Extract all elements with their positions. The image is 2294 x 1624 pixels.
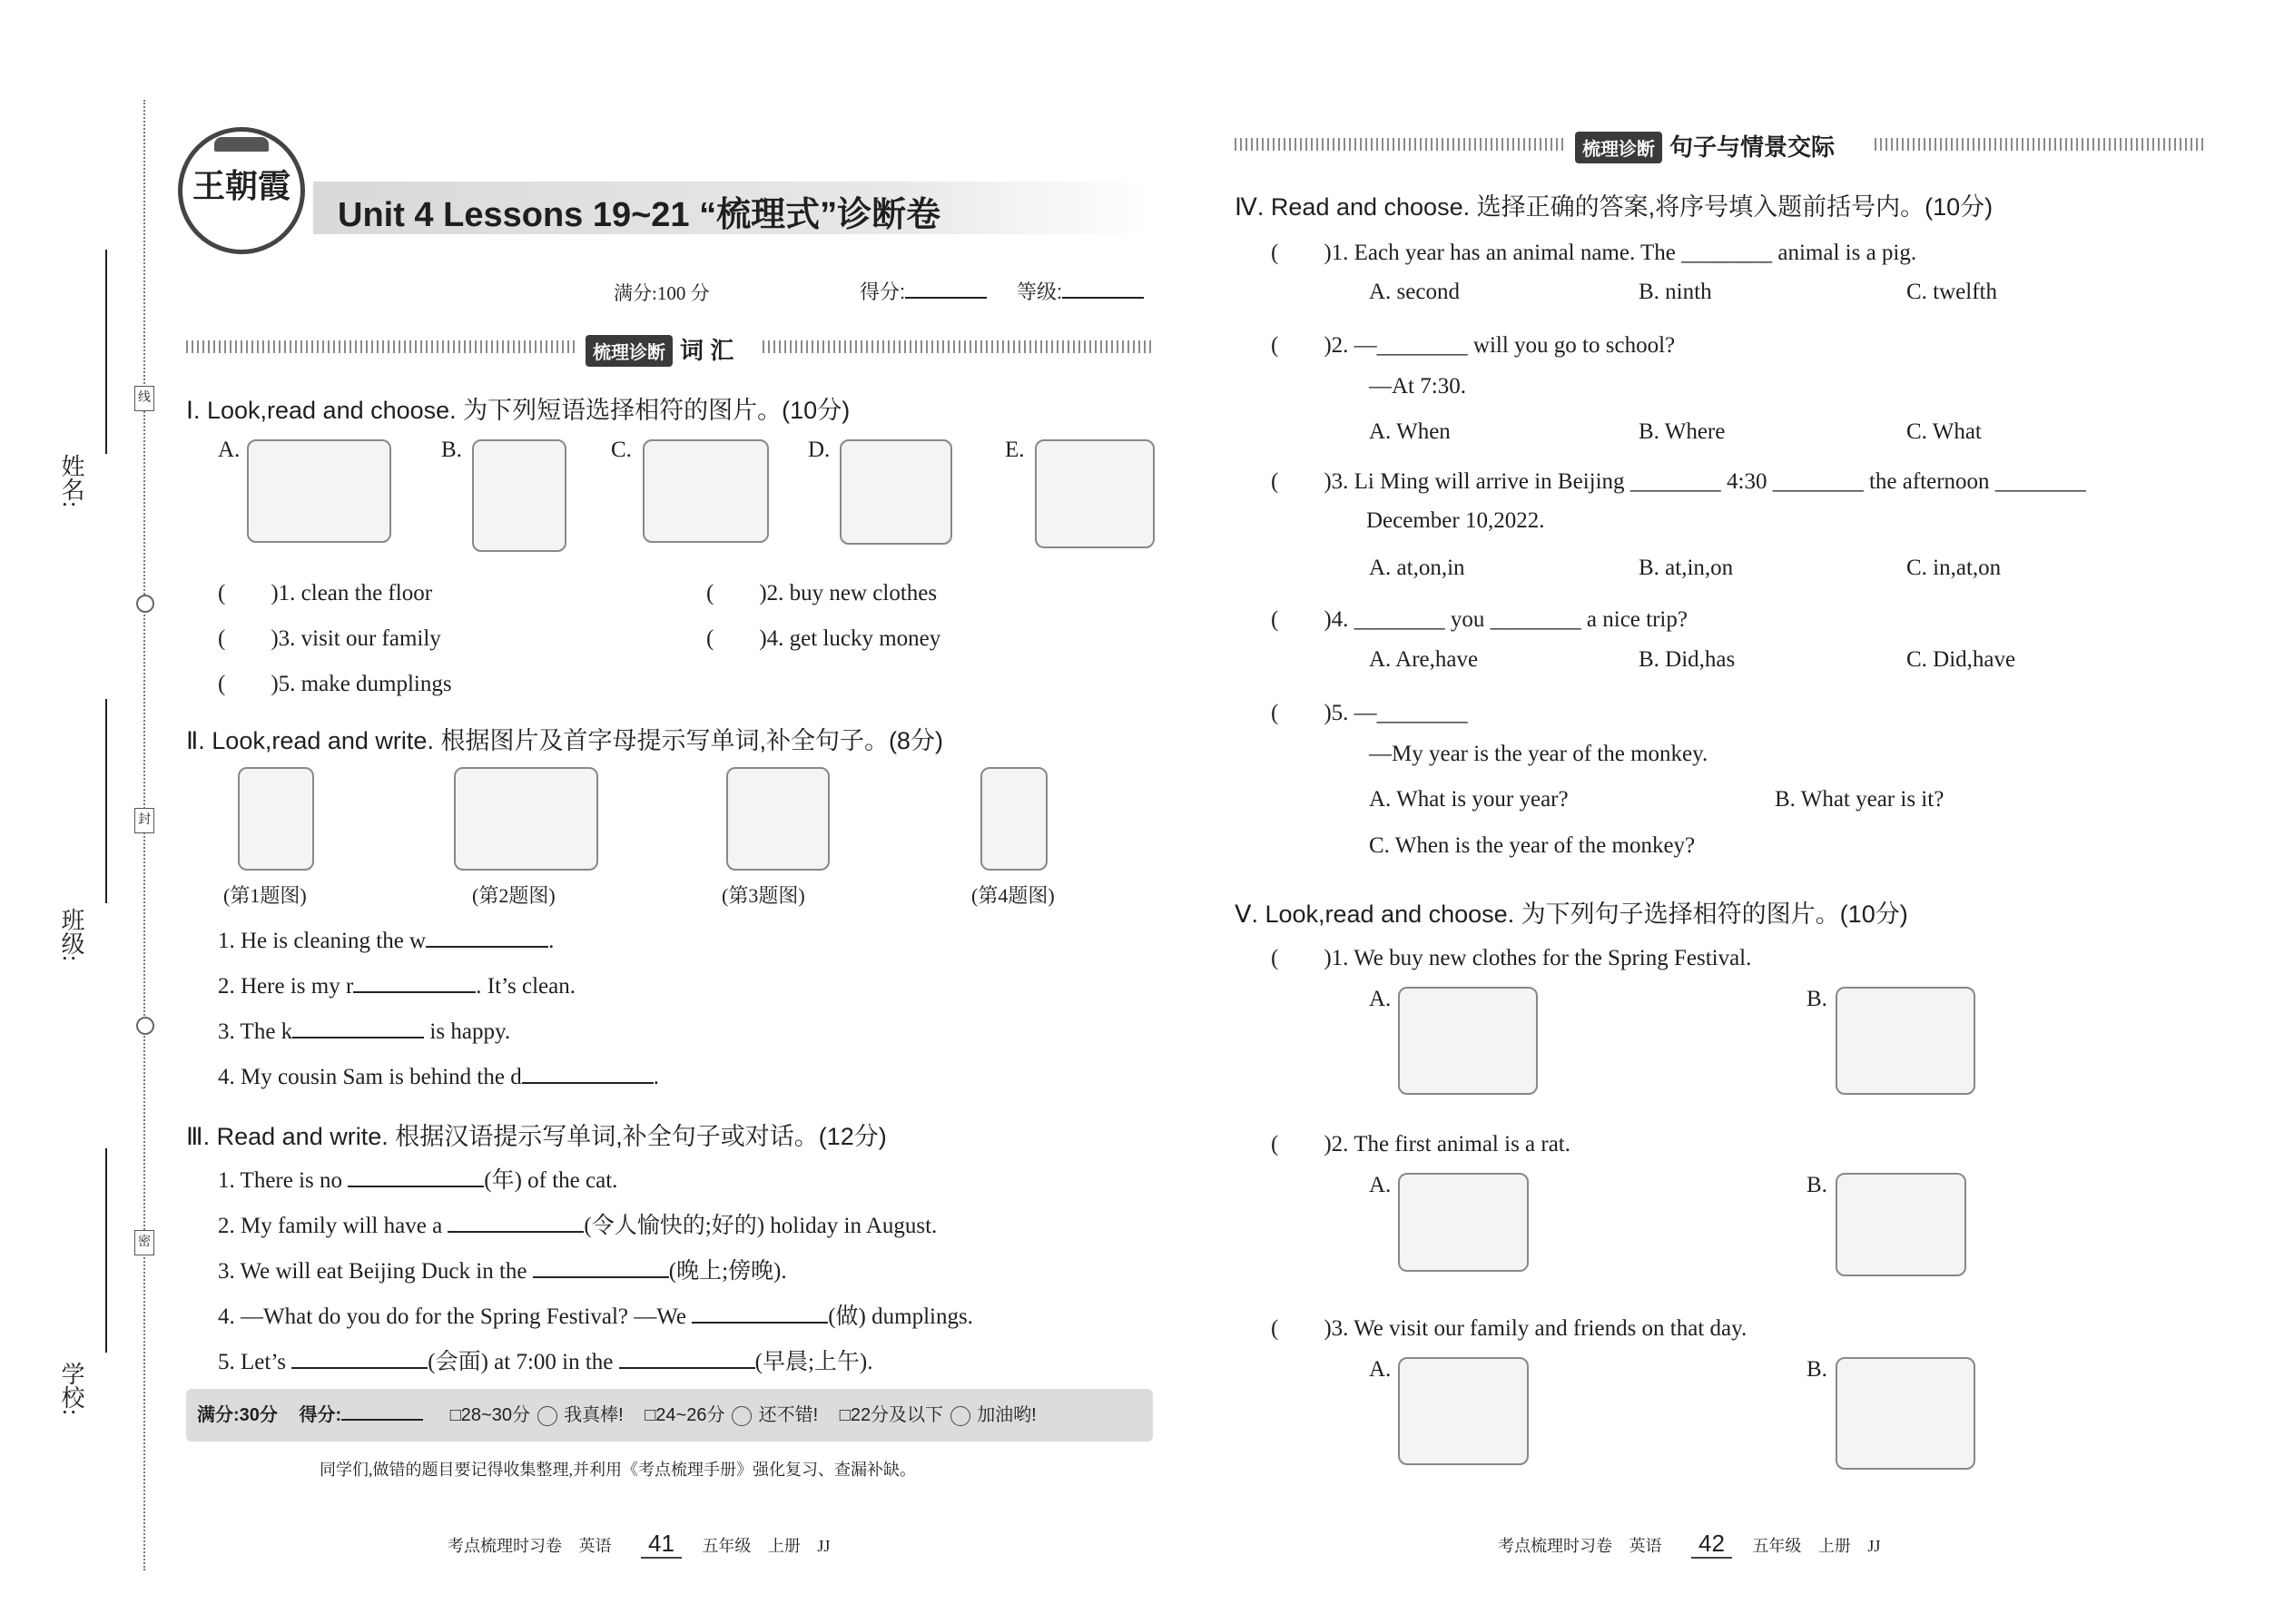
school-line <box>105 1148 107 1353</box>
answer-blank[interactable] <box>426 926 548 948</box>
grade-blank[interactable] <box>1062 277 1144 299</box>
q3-item-4: 4. —What do you do for the Spring Festival? —We (做) dumplings. <box>218 1298 973 1331</box>
q1-picture-label: A. <box>218 438 241 462</box>
q2-picture-1 <box>238 767 314 871</box>
q5-option-b[interactable]: B. <box>1807 1173 1827 1197</box>
brand-logo <box>178 127 305 254</box>
q5-2-picture-b <box>1836 1173 1966 1276</box>
q5-item-1: ( )1. We buy new clothes for the Spring Festival. <box>1271 946 1752 970</box>
answer-blank[interactable] <box>692 1302 828 1324</box>
q2-caption: (第1题图) <box>223 884 307 907</box>
answer-blank[interactable] <box>533 1256 669 1278</box>
review-note: 同学们,做错的题目要记得收集整理,并利用《考点梳理手册》强化复习、查漏补缺。 <box>320 1461 916 1479</box>
q4-item-5: ( )5. —________ <box>1271 701 1468 725</box>
section-divider <box>1875 138 2206 151</box>
cheer-face-icon <box>950 1406 970 1426</box>
q5-option-a[interactable]: A. <box>1369 1173 1392 1197</box>
section-tag-title: 句子与情景交际 <box>1669 133 1836 161</box>
name-line <box>105 250 107 454</box>
score-blank[interactable] <box>905 277 987 299</box>
binding-circle-icon <box>136 595 154 613</box>
score-option-3-msg: 加油哟! <box>977 1405 1037 1425</box>
q2-heading: Ⅱ. Look,read and write. 根据图片及首字母提示写单词,补全句子。(8分) <box>186 727 943 754</box>
score-option-2[interactable]: □24~26分 <box>645 1405 725 1425</box>
q1-item: ( )2. buy new clothes <box>706 581 938 605</box>
q4-option[interactable]: C. in,at,on <box>1906 556 2002 580</box>
q4-item-2: ( )2. —________ will you go to school? <box>1271 333 1676 358</box>
q5-option-a[interactable]: A. <box>1369 1357 1392 1382</box>
q5-option-b[interactable]: B. <box>1807 987 1827 1011</box>
section-tag-label: 梳理诊断 <box>1575 132 1662 163</box>
answer-blank[interactable] <box>448 1211 584 1233</box>
q3-heading: Ⅲ. Read and write. 根据汉语提示写单词,补全句子或对话。(12分) <box>186 1123 887 1150</box>
q4-item-2-line2: —At 7:30. <box>1369 374 1466 399</box>
score-option-2-msg: 还不错! <box>758 1405 819 1425</box>
q4-item-3-line2: December 10,2022. <box>1366 508 1545 533</box>
q1-picture-c <box>643 439 769 543</box>
section-divider <box>186 340 576 353</box>
q1-item: ( )1. clean the floor <box>218 581 433 605</box>
q4-item-1: ( )1. Each year has an animal name. The ________ animal is a pig. <box>1271 241 1917 265</box>
section-tag-title: 词 汇 <box>680 337 734 364</box>
full-score: 满分:100 分 <box>614 282 710 304</box>
q4-option[interactable]: C. Did,have <box>1906 647 2016 672</box>
q4-option[interactable]: A. at,on,in <box>1369 556 1465 580</box>
q5-1-picture-b <box>1836 987 1975 1095</box>
q1-picture-label: D. <box>808 438 831 462</box>
q1-picture-e <box>1035 439 1155 548</box>
score-bar-blank[interactable] <box>341 1403 423 1421</box>
q5-item-3: ( )3. We visit our family and friends on that day. <box>1271 1316 1748 1341</box>
q2-picture-2 <box>454 767 598 871</box>
score-option-1-msg: 我真棒! <box>564 1405 624 1425</box>
q5-option-b[interactable]: B. <box>1807 1357 1827 1382</box>
binding-dotted-line <box>143 100 145 1570</box>
score-bar-full: 满分:30分 <box>197 1405 278 1425</box>
q1-item: ( )4. get lucky money <box>706 626 941 651</box>
q4-option[interactable]: B. Where <box>1639 419 1726 444</box>
q4-option[interactable]: A. What is your year? <box>1369 787 1569 812</box>
name-label: 姓名: <box>58 454 84 508</box>
answer-blank[interactable] <box>348 1166 484 1187</box>
q1-picture-label: E. <box>1005 438 1025 462</box>
page-number: 41 <box>641 1530 682 1559</box>
score-option-3[interactable]: □22分及以下 <box>839 1405 944 1425</box>
q5-heading: Ⅴ. Look,read and choose. 为下列句子选择相符的图片。(10分) <box>1235 901 1908 928</box>
q2-caption: (第3题图) <box>722 884 805 907</box>
class-label: 班级: <box>58 908 84 962</box>
page-number: 42 <box>1691 1530 1732 1559</box>
q1-item: ( )5. make dumplings <box>218 672 452 696</box>
q5-2-picture-a <box>1398 1173 1529 1272</box>
seal-seal-mark: 封 <box>134 808 154 833</box>
q3-item-2: 2. My family will have a (令人愉快的;好的) holiday in August. <box>218 1207 937 1240</box>
q5-item-2: ( )2. The first animal is a rat. <box>1271 1132 1571 1156</box>
seal-line-mark: 线 <box>134 386 154 411</box>
score-bar-got: 得分: <box>299 1405 342 1425</box>
q4-option[interactable]: C. What <box>1906 419 1982 444</box>
q5-1-picture-a <box>1398 987 1538 1095</box>
section-tag-sentences <box>1575 129 1835 163</box>
unit-title: Unit 4 Lessons 19~21 “梳理式”诊断卷 <box>338 196 941 234</box>
q2-item-4: 4. My cousin Sam is behind the d . <box>218 1062 659 1090</box>
q4-option[interactable]: A. Are,have <box>1369 647 1479 672</box>
q1-picture-label: C. <box>611 438 632 462</box>
q4-option[interactable]: A. When <box>1369 419 1451 444</box>
binding-circle-icon <box>136 1017 154 1035</box>
q4-option[interactable]: B. ninth <box>1639 280 1712 304</box>
q5-3-picture-a <box>1398 1357 1529 1465</box>
answer-blank[interactable] <box>291 1347 428 1369</box>
q4-option[interactable]: C. twelfth <box>1906 280 1997 304</box>
q4-option[interactable]: A. second <box>1369 280 1460 304</box>
score-option-1[interactable]: □28~30分 <box>449 1405 530 1425</box>
logo-crown-icon <box>214 137 269 152</box>
q1-picture-b <box>472 439 566 552</box>
grade-label: 等级: <box>1017 277 1144 305</box>
q1-picture-d <box>840 439 952 545</box>
left-footer: 考点梳理时习卷 英语 41 五年级 上册 JJ <box>448 1530 831 1557</box>
q1-item: ( )3. visit our family <box>218 626 441 651</box>
q1-heading: Ⅰ. Look,read and choose. 为下列短语选择相符的图片。(10分) <box>186 397 851 424</box>
q3-item-5: 5. Let’s (会面) at 7:00 in the (早晨;上午). <box>218 1343 873 1376</box>
q2-picture-3 <box>726 767 830 871</box>
q4-option[interactable]: B. What year is it? <box>1775 787 1944 812</box>
answer-blank[interactable] <box>619 1347 755 1369</box>
smile-face-icon <box>537 1406 557 1426</box>
q2-item-1: 1. He is cleaning the w . <box>218 926 554 954</box>
q4-option[interactable]: C. When is the year of the monkey? <box>1369 833 1696 858</box>
q4-heading: Ⅳ. Read and choose. 选择正确的答案,将序号填入题前括号内。(10分) <box>1235 193 1994 221</box>
q1-picture-a <box>247 439 391 543</box>
answer-blank[interactable] <box>292 1017 424 1038</box>
q3-item-3: 3. We will eat Beijing Duck in the (晚上;傍晚). <box>218 1253 787 1285</box>
q3-item-1: 1. There is no (年) of the cat. <box>218 1162 617 1195</box>
q2-caption: (第2题图) <box>472 884 556 907</box>
q4-item-4: ( )4. ________ you ________ a nice trip? <box>1271 607 1688 632</box>
q2-picture-4 <box>980 767 1048 871</box>
q4-item-5-line2: —My year is the year of the monkey. <box>1369 742 1708 766</box>
section-tag-label: 梳理诊断 <box>586 335 673 367</box>
score-label: 得分: <box>860 277 987 305</box>
right-footer: 考点梳理时习卷 英语 42 五年级 上册 JJ <box>1498 1530 1881 1557</box>
q2-caption: (第4题图) <box>971 884 1055 907</box>
q1-picture-label: B. <box>441 438 462 462</box>
q2-item-3: 3. The k is happy. <box>218 1017 510 1045</box>
section-tag-vocab <box>586 332 733 367</box>
q5-option-a[interactable]: A. <box>1369 987 1392 1011</box>
logo-text: 王朝霞 <box>192 168 290 204</box>
school-label: 学校: <box>58 1362 84 1416</box>
q4-item-3: ( )3. Li Ming will arrive in Beijing ________ 4:30 ________ the afternoon ________ <box>1271 469 2086 494</box>
section-divider <box>763 340 1153 353</box>
q2-item-2: 2. Here is my r . It’s clean. <box>218 971 576 999</box>
seal-close-mark: 密 <box>134 1230 154 1255</box>
smile-face-icon <box>732 1406 752 1426</box>
section-divider <box>1235 138 1566 151</box>
q4-option[interactable]: B. Did,has <box>1639 647 1736 672</box>
class-line <box>105 699 107 903</box>
answer-blank[interactable] <box>522 1062 654 1084</box>
q5-3-picture-b <box>1836 1357 1975 1470</box>
score-bar <box>186 1389 1153 1442</box>
answer-blank[interactable] <box>353 971 476 993</box>
q4-option[interactable]: B. at,in,on <box>1639 556 1734 580</box>
